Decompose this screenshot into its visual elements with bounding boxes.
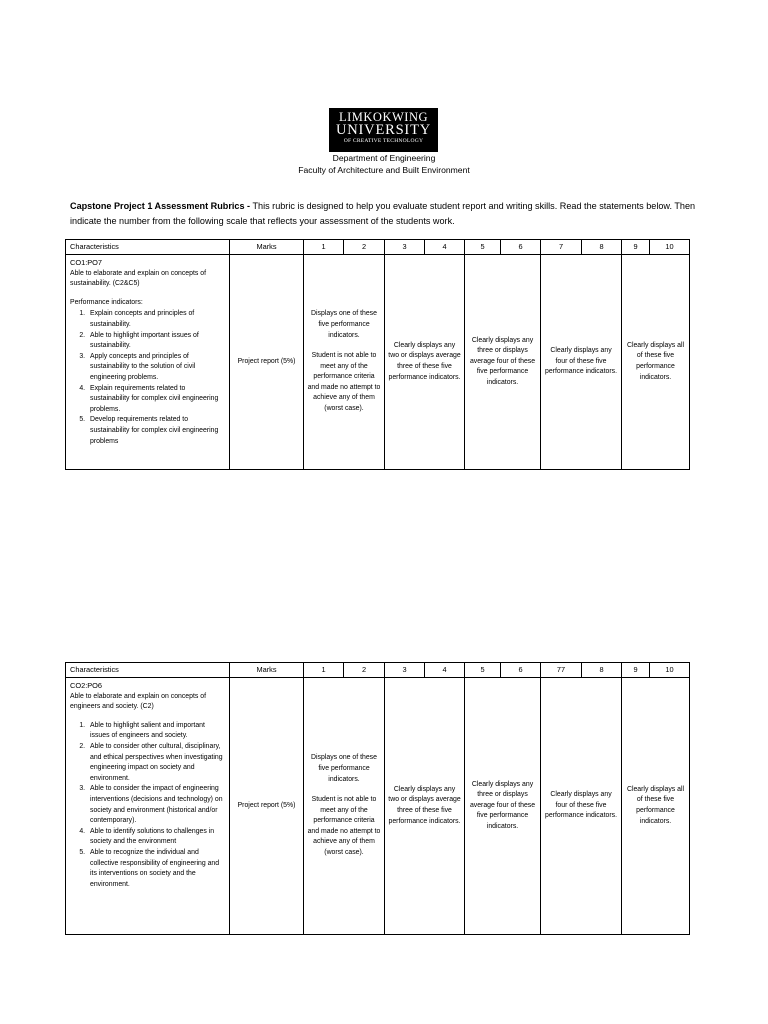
- header-cell: 6: [501, 240, 541, 255]
- table-header-row: [66, 663, 690, 678]
- header-cell: Marks: [230, 663, 304, 678]
- list-item: 4. Able to identify solutions to challenges in society and the environment: [87, 827, 225, 848]
- header-cell: 9: [622, 240, 650, 255]
- university-logo: [329, 108, 438, 152]
- score-5-6-cell: [465, 678, 541, 935]
- marks-cell: [230, 255, 304, 470]
- header-cell: 3: [385, 663, 425, 678]
- header-cell: Characteristics: [66, 663, 230, 678]
- score-7-8-text: Clearly displays any four of these five performance indicators.: [544, 791, 617, 820]
- score-3-4-cell: [385, 678, 465, 935]
- list-item: 3. Able to consider the impact of engineering interventions (decisions and technology) on society and environment (historical and/or contemporary).: [87, 784, 225, 826]
- course-outcome-code: CO1:PO7: [70, 258, 103, 267]
- header-cell: 1: [304, 663, 344, 678]
- header-cell: Characteristics: [66, 240, 230, 255]
- table-row: [66, 255, 690, 470]
- score-3-4-text: Clearly displays any two or displays average three of these five performance indicators.: [388, 785, 461, 825]
- logo-line-1: LIMKOKWING: [338, 110, 428, 124]
- course-outcome-description: Able to elaborate and explain on concepts of engineers and society. (C2): [70, 692, 206, 711]
- score-1-2-text: Displays one of these five performance indicators.: [311, 754, 377, 783]
- score-3-4-text: Clearly displays any two or displays average three of these five performance indicators.: [388, 341, 461, 381]
- score-5-6-cell: [465, 255, 541, 470]
- header-cell: 1: [304, 240, 344, 255]
- faculty-heading: Faculty of Architecture and Built Environment: [298, 165, 470, 175]
- header-cell: 3: [385, 240, 425, 255]
- logo-line-2: UNIVERSITY: [336, 122, 431, 138]
- score-9-10-cell: [622, 255, 690, 470]
- header-cell: 4: [425, 240, 465, 255]
- score-7-8-text: Clearly displays any four of these five performance indicators.: [544, 347, 617, 376]
- header-cell: 10: [650, 240, 690, 255]
- header-cell: 9: [622, 663, 650, 678]
- score-1-2-text: Displays one of these five performance indicators.: [311, 310, 377, 339]
- header-cell: 2: [344, 663, 385, 678]
- header-cell: 5: [465, 240, 501, 255]
- score-5-6-text: Clearly displays any three or displays average four of these five performance indicators.: [469, 336, 536, 386]
- performance-indicators-list: [70, 721, 225, 891]
- header-cell: 77: [541, 663, 582, 678]
- intro-paragraph: [70, 199, 700, 229]
- score-3-4-cell: [385, 255, 465, 470]
- header-cell: 8: [582, 663, 622, 678]
- list-item: 5. Able to recognize the individual and collective responsibility of engineering and its interventions on society and the environment.: [87, 848, 225, 890]
- list-item: 2. Able to consider other cultural, disciplinary, and ethical perspectives when investigating engineering impact on society and environment.: [87, 742, 225, 784]
- score-9-10-cell: [622, 678, 690, 935]
- score-7-8-cell: [541, 678, 622, 935]
- list-item: 5. Develop requirements related to sustainability for complex civil engineering problems: [87, 415, 225, 447]
- list-item: 2. Able to highlight important issues of sustainability.: [87, 331, 225, 352]
- marks-text: Project report (5%): [237, 801, 296, 809]
- score-1-2-worst-case-text: Student is not able to meet any of the performance criteria and made no attempt to achieve any of them (worst case).: [307, 352, 381, 413]
- header-cell: 7: [541, 240, 582, 255]
- logo-line-3: OF CREATIVE TECHNOLOGY: [343, 138, 424, 144]
- characteristics-cell: [66, 678, 230, 935]
- course-outcome-code: CO2:PO6: [70, 681, 103, 690]
- rubric-table-1: [65, 239, 690, 470]
- course-outcome-description: Able to elaborate and explain on concepts of sustainability. (C2&C5): [70, 269, 206, 288]
- list-item: 3. Apply concepts and principles of sustainability to the solution of civil engineering problems.: [87, 352, 225, 384]
- department-heading: Department of Engineering: [332, 153, 436, 163]
- score-1-2-cell: [304, 678, 385, 935]
- marks-cell: [230, 678, 304, 935]
- intro-text: This rubric is designed to help you evaluate student report and writing skills. Read the statements below. Then indicate the number from the following scale that reflects your assessment of the students work.: [70, 201, 696, 226]
- list-item: 1. Able to highlight salient and important issues of engineers and society.: [87, 721, 225, 742]
- characteristics-cell: [66, 255, 230, 470]
- score-5-6-text: Clearly displays any three or displays average four of these five performance indicators.: [469, 780, 536, 830]
- list-item: 1. Explain concepts and principles of sustainability.: [87, 309, 225, 330]
- rubric-table-2: [65, 662, 690, 935]
- score-1-2-worst-case-text: Student is not able to meet any of the performance criteria and made no attempt to achieve any of them (worst case).: [307, 796, 381, 857]
- header-cell: 2: [344, 240, 385, 255]
- score-1-2-cell: [304, 255, 385, 470]
- score-7-8-cell: [541, 255, 622, 470]
- score-9-10-text: Clearly displays all of these five performance indicators.: [626, 341, 685, 381]
- header-cell: 5: [465, 663, 501, 678]
- header-cell: 8: [582, 240, 622, 255]
- list-item: 4. Explain requirements related to sustainability for complex civil engineering problems.: [87, 384, 225, 416]
- intro-title: Capstone Project 1 Assessment Rubrics -: [70, 201, 251, 211]
- marks-text: Project report (5%): [237, 357, 296, 365]
- header-cell: 4: [425, 663, 465, 678]
- header-cell: 6: [501, 663, 541, 678]
- header-cell: Marks: [230, 240, 304, 255]
- header-cell: 10: [650, 663, 690, 678]
- table-row: [66, 678, 690, 935]
- table-header-row: [66, 240, 690, 255]
- performance-indicators-title: Performance indicators:: [70, 298, 143, 306]
- performance-indicators-list: [70, 309, 225, 447]
- score-9-10-text: Clearly displays all of these five performance indicators.: [626, 785, 685, 825]
